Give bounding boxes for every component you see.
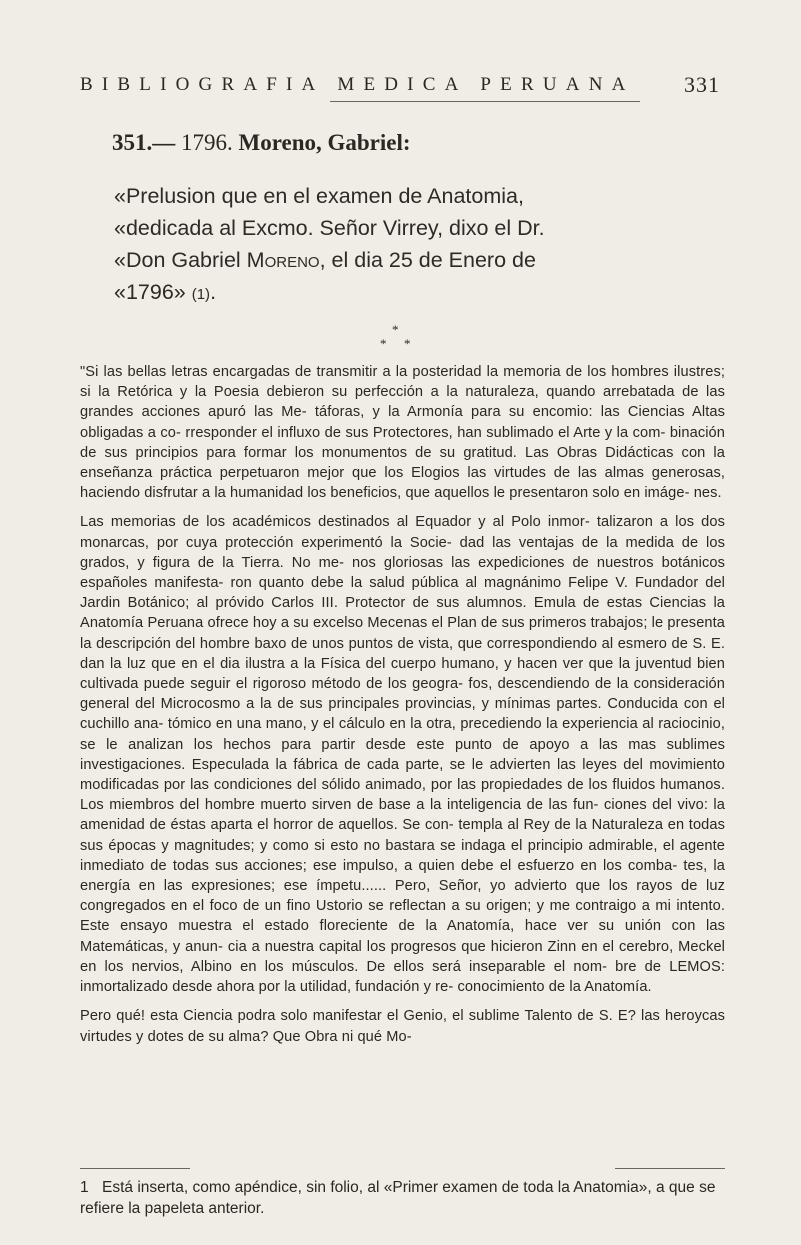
running-head-rule <box>330 101 640 102</box>
entry-number: 351.— <box>112 130 176 155</box>
entry-heading <box>112 130 411 156</box>
footnote-rule-right <box>615 1168 725 1169</box>
footnote-text: Está inserta, como apéndice, sin folio, al «Primer examen de toda la Anatomia», a que se refiere la papeleta anterior. <box>80 1179 716 1217</box>
asterism-divider <box>380 322 430 362</box>
asterisk-right: * <box>404 336 411 351</box>
title-line-4-b: . <box>210 280 217 304</box>
running-head-title: BIBLIOGRAFIA MEDICA PERUANA <box>80 74 635 95</box>
footnote-reference: (1) <box>191 286 211 303</box>
body-text <box>80 362 725 1056</box>
paragraph-3: Pero qué! esta Ciencia podra solo manifestar el Genio, el sublime Talento de S. E? las heroycas virtudes y dotes de su alma? Que Obra ni qué Mo- <box>80 1008 725 1045</box>
title-line-3 <box>114 244 724 276</box>
work-title <box>114 180 724 311</box>
title-line-4 <box>114 276 724 311</box>
asterisk-top: * <box>392 322 399 337</box>
asterisk-left: * <box>380 336 387 351</box>
footnote-mark: 1 <box>80 1179 89 1196</box>
footnote <box>80 1177 725 1219</box>
title-line-3-b: , el dia 25 de Enero de <box>319 248 536 272</box>
paragraph-2: Las memorias de los académicos destinados al Equador y al Polo inmor- talizaron a los dos monarcas, por cuya protección experimentó la Socie- dad las ventajas de la medida de los grados, y figura de la Tierra. No me- nos gloriosas las expediciones de nuestros botánicos españoles manifesta- ron quanto debe la salud pública al magnánimo Felipe V. Fundador del Jardin Botánico; al próvido Carlos III. Protector de sus alumnos. Emula de estas Ciencias la Anatomía Peruana ofrece hoy a su excelso Mecenas el Plan de sus primeros trabajos; le presenta la descripción del hombre baxo de unos puntos de vista, que correspondiendo al esmero de S. E. dan la luz que en el dia ilustra a la Física del cuerpo humano, y hacen ver que la juventud bien cultivada puede seguir el rigoroso método de los geogra- fos, descendiendo de la consideración general del Microcosmo a la de sus principales provincias, y mínimas partes. Conducida con el cuchillo ana- tómico en una mano, y el cálculo en la otra, precediendo la experiencia al raciocinio, se le analizan los hechos para partir desde este punto de apoyo a las mas sublimes investigaciones. Especulada la fábrica de cada parte, se le advierten las leyes del movimiento modificadas por las condiciones del sólido animado, por las propiedades de los fluidos humanos. Los miembros del hombre muerto sirven de base a la inteligencia de las fun- ciones del vivo: la amenidad de éstas aparta el horror de aquellos. Se con- templa al Rey de la Naturaleza en todas sus épocas y magnitudes; y como si esto no bastara se indaga el principio admirable, el agente inmediato de todas sus acciones; ese impulso, a quien debe el esfuerzo en los comba- tes, la energía en las expresiones; ese ímpetu...... Pero, Señor, yo advierto que los rayos de luz congregados en el foco de un fino Ustorio se reflectan a su origen; y me contraigo a mi intento. Este ensayo muestra el estado floreciente de la Anatomía, hace ver su unión con las Matemáticas, y anun- cia a nuestra capital los progresos que hicieron Zinn en el cerebro, Meckel en los nervios, Albino en los músculos. De ellos será inseparable el nom- bre de LEMOS: inmortalizado desde ahora por la utilidad, fundación y re- conocimiento de la Anatomía. <box>80 514 725 996</box>
footnote-rule-left <box>80 1168 190 1169</box>
author-small-caps: Moreno <box>246 248 320 272</box>
entry-year: 1796. <box>181 130 233 155</box>
title-line-4-a: «1796» <box>114 280 192 304</box>
page-number: 331 <box>684 72 720 97</box>
title-line-1: «Prelusion que en el examen de Anatomia, <box>114 184 524 208</box>
running-head <box>80 70 720 104</box>
paragraph-1: "Si las bellas letras encargadas de transmitir a la posteridad la memoria de los hombres ilustres; si la Retórica y la Poesia debieron su perfección a la naturaleza, quando arrebatada de las grandes acciones apuró las Me- táforas, y la Armonía para su encomio: las Ciencias Altas obligadas a co- rresponder el influxo de sus Protectores, han sublimado el Arte y la com- binación de sus principios para formar los monumentos de su gratitud. Las Obras Didácticas con la enseñanza práctica perpetuaron mejor que los Elogios las virtudes de las almas generosas, haciendo disfrutar a la humanidad los beneficios, que aquellos le presentaron solo en imáge- nes. <box>80 364 725 502</box>
entry-author: Moreno, Gabriel: <box>238 130 411 155</box>
title-line-2: «dedicada al Excmo. Señor Virrey, dixo el Dr. <box>114 216 545 240</box>
title-line-3-a: «Don Gabriel <box>114 248 247 272</box>
